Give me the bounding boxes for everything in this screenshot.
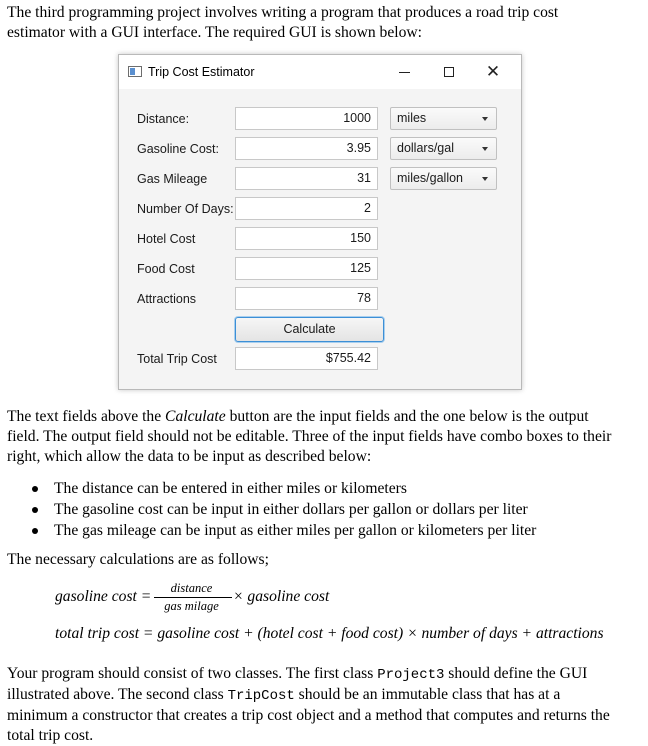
minimize-button[interactable] — [383, 55, 427, 89]
number-of-days-input[interactable]: 2 — [235, 197, 378, 220]
window-title: Trip Cost Estimator — [148, 65, 255, 79]
final-text: minimum a constructor that creates a trip cost object and a method that computes and returns the — [7, 707, 610, 724]
total-trip-cost-label: Total Trip Cost — [137, 352, 217, 366]
para2-text: field. The output field should not be editable. Three of the input fields have combo boxes to their — [7, 428, 612, 445]
total-trip-cost-output: $755.42 — [235, 347, 378, 370]
classes-paragraph — [7, 664, 637, 746]
code-tripcost: TripCost — [227, 688, 295, 704]
food-cost-input[interactable]: 125 — [235, 257, 378, 280]
list-item: The gas mileage can be input as either miles per gallon or kilometers per liter — [54, 522, 537, 539]
chevron-down-icon — [482, 177, 488, 181]
bullet-dot-icon — [32, 486, 38, 492]
chevron-down-icon — [482, 117, 488, 121]
gasoline-unit-combo[interactable] — [390, 137, 497, 160]
final-text: illustrated above. The second class — [7, 686, 228, 703]
final-text: should be an immutable class that has at a — [294, 686, 561, 703]
calculate-emphasis: Calculate — [165, 408, 226, 425]
bullet-dot-icon — [32, 507, 38, 513]
final-text: total trip cost. — [7, 727, 94, 744]
formula-denominator: gas milage — [164, 599, 219, 613]
app-window-icon — [128, 66, 142, 77]
fraction-bar — [154, 597, 232, 598]
formula-numerator: distance — [170, 581, 213, 595]
distance-unit-combo[interactable] — [390, 107, 497, 130]
number-of-days-label: Number Of Days: — [137, 202, 234, 216]
final-text: should define the GUI — [444, 665, 588, 682]
minimize-icon — [399, 72, 410, 73]
hotel-cost-label: Hotel Cost — [137, 232, 196, 246]
food-cost-label: Food Cost — [137, 262, 195, 276]
distance-label: Distance: — [137, 112, 190, 126]
close-icon: ✕ — [485, 62, 501, 81]
list-item: The distance can be entered in either miles or kilometers — [54, 480, 407, 497]
code-project3: Project3 — [377, 667, 445, 683]
gas-mileage-label: Gas Mileage — [137, 172, 208, 186]
window-titlebar — [119, 55, 521, 89]
gasoline-unit-value: dollars/gal — [397, 141, 454, 155]
calculations-intro: The necessary calculations are as follows; — [7, 551, 269, 568]
fields-description-paragraph — [7, 407, 637, 467]
attractions-input[interactable]: 78 — [235, 287, 378, 310]
distance-input[interactable]: 1000 — [235, 107, 378, 130]
gas-mileage-input[interactable]: 31 — [235, 167, 378, 190]
maximize-icon — [444, 67, 454, 77]
para2-text: The text fields above the — [7, 408, 166, 425]
para2-text: button are the input fields and the one below is the output — [225, 408, 589, 425]
gasoline-cost-input[interactable]: 3.95 — [235, 137, 378, 160]
close-button[interactable] — [471, 55, 515, 89]
distance-unit-value: miles — [397, 111, 427, 125]
mileage-unit-combo[interactable] — [390, 167, 497, 190]
formula-gasoline-rhs: × gasoline cost — [233, 588, 330, 605]
bullet-dot-icon — [32, 528, 38, 534]
formula-gasoline-lhs: gasoline cost = — [55, 588, 152, 605]
intro-line-1: The third programming project involves writing a program that produces a road trip cost — [7, 4, 559, 21]
gasoline-cost-label: Gasoline Cost: — [137, 142, 219, 156]
trip-cost-window — [118, 54, 522, 390]
para2-text: right, which allow the data to be input as described below: — [7, 448, 372, 465]
maximize-button[interactable] — [427, 55, 471, 89]
chevron-down-icon — [482, 147, 488, 151]
formula-total-trip-cost: total trip cost = gasoline cost + (hotel cost + food cost) × number of days + attractions — [55, 625, 604, 642]
list-item: The gasoline cost can be input in either dollars per gallon or dollars per liter — [54, 501, 528, 518]
attractions-label: Attractions — [137, 292, 197, 306]
hotel-cost-input[interactable]: 150 — [235, 227, 378, 250]
intro-line-2: estimator with a GUI interface. The required GUI is shown below: — [7, 24, 422, 41]
calculate-button[interactable]: Calculate — [235, 317, 384, 342]
mileage-unit-value: miles/gallon — [397, 171, 464, 185]
intro-paragraph — [7, 3, 637, 43]
final-text: Your program should consist of two classes. The first class — [7, 665, 378, 682]
